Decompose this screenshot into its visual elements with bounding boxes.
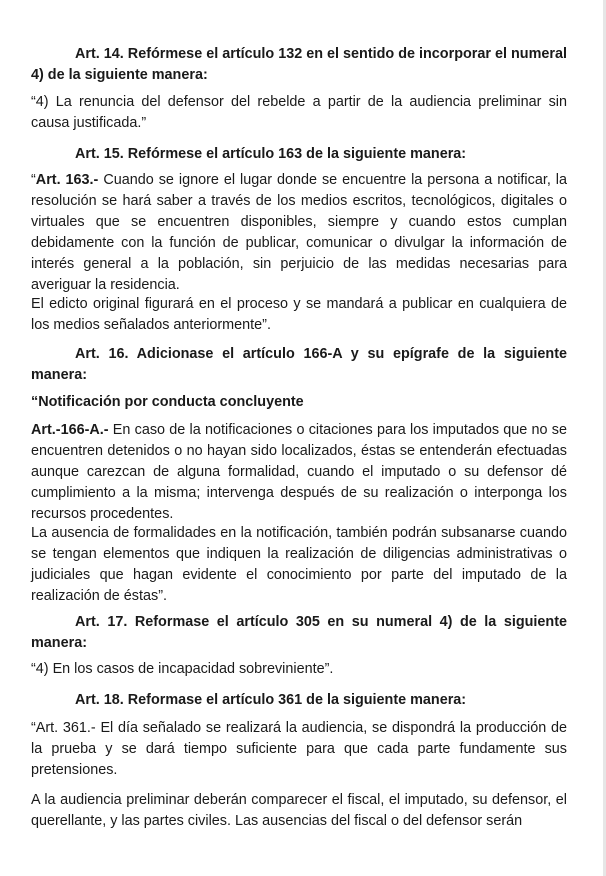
art-16-paragraph-1-text: En caso de la notificaciones o citaciones para los imputados que no se encuentren detenidos o no hayan sido localizados, éstas se entenderán efectuadas aunque carezcan de alguna formalidad, cuando el imputado o su defensor dé cumplimiento a la misma; intervenga después de su realización o interponga los recursos procedentes. bbox=[31, 422, 567, 522]
art-16-epigraph: “Notificación por conducta concluyente bbox=[31, 394, 304, 410]
art-18-paragraph-1: “Art. 361.- El día señalado se realizará la audiencia, se dispondrá la producción de la prueba y se dará tiempo suficiente para que cada parte fundamente sus pretensiones. bbox=[31, 720, 567, 778]
art-16-paragraph-1 bbox=[31, 420, 567, 525]
art-15-heading: Art. 15. Refórmese el artículo 163 de la siguiente manera: bbox=[75, 146, 467, 162]
art-16-heading: Art. 16. Adicionase el artículo 166-A y su epígrafe de la siguiente manera: bbox=[31, 346, 567, 383]
art-15-paragraph-2: El edicto original figurará en el proceso y se mandará a publicar en cualquiera de los medios señalados anteriormente”. bbox=[31, 296, 567, 333]
art-18-paragraph-2: A la audiencia preliminar deberán comparecer el fiscal, el imputado, su defensor, el querellante, y las partes civiles. Las ausencias del fiscal o del defensor serán bbox=[31, 792, 567, 829]
art-17-heading: Art. 17. Reformase el artículo 305 en su numeral 4) de la siguiente manera: bbox=[31, 614, 567, 651]
art-15-paragraph-1 bbox=[31, 170, 567, 296]
art-15-article-label: Art. 163.- bbox=[35, 172, 99, 188]
art-15-open-quote: “ bbox=[31, 172, 36, 188]
art-15-paragraph-1-text: Cuando se ignore el lugar donde se encuentre la persona a notificar, la resolución se hará saber a través de los medios escritos, tecnológicos, digitales o virtuales que se encuentren disponibles, siempre y cuando estos cumplan debidamente con la función de publicar, comunicar o divulgar la información de interés general a la población, sin perjuicio de las medidas necesarias para averiguar la residencia. bbox=[31, 172, 567, 293]
art-18-heading: Art. 18. Reformase el artículo 361 de la siguiente manera: bbox=[75, 692, 467, 708]
art-14-heading: Art. 14. Refórmese el artículo 132 en el sentido de incorporar el numeral 4) de la siguiente manera: bbox=[31, 46, 567, 83]
art-17-text: “4) En los casos de incapacidad sobreviniente”. bbox=[31, 661, 334, 677]
art-14-text: “4) La renuncia del defensor del rebelde a partir de la audiencia preliminar sin causa justificada.” bbox=[31, 94, 567, 131]
art-16-paragraph-2: La ausencia de formalidades en la notificación, también podrán subsanarse cuando se tengan elementos que indiquen la realización de diligencias administrativas o judiciales que hagan evidente el conocimiento por parte del imputado de la realización de éstas”. bbox=[31, 525, 567, 604]
art-16-article-label: Art.-166-A.- bbox=[31, 422, 109, 438]
